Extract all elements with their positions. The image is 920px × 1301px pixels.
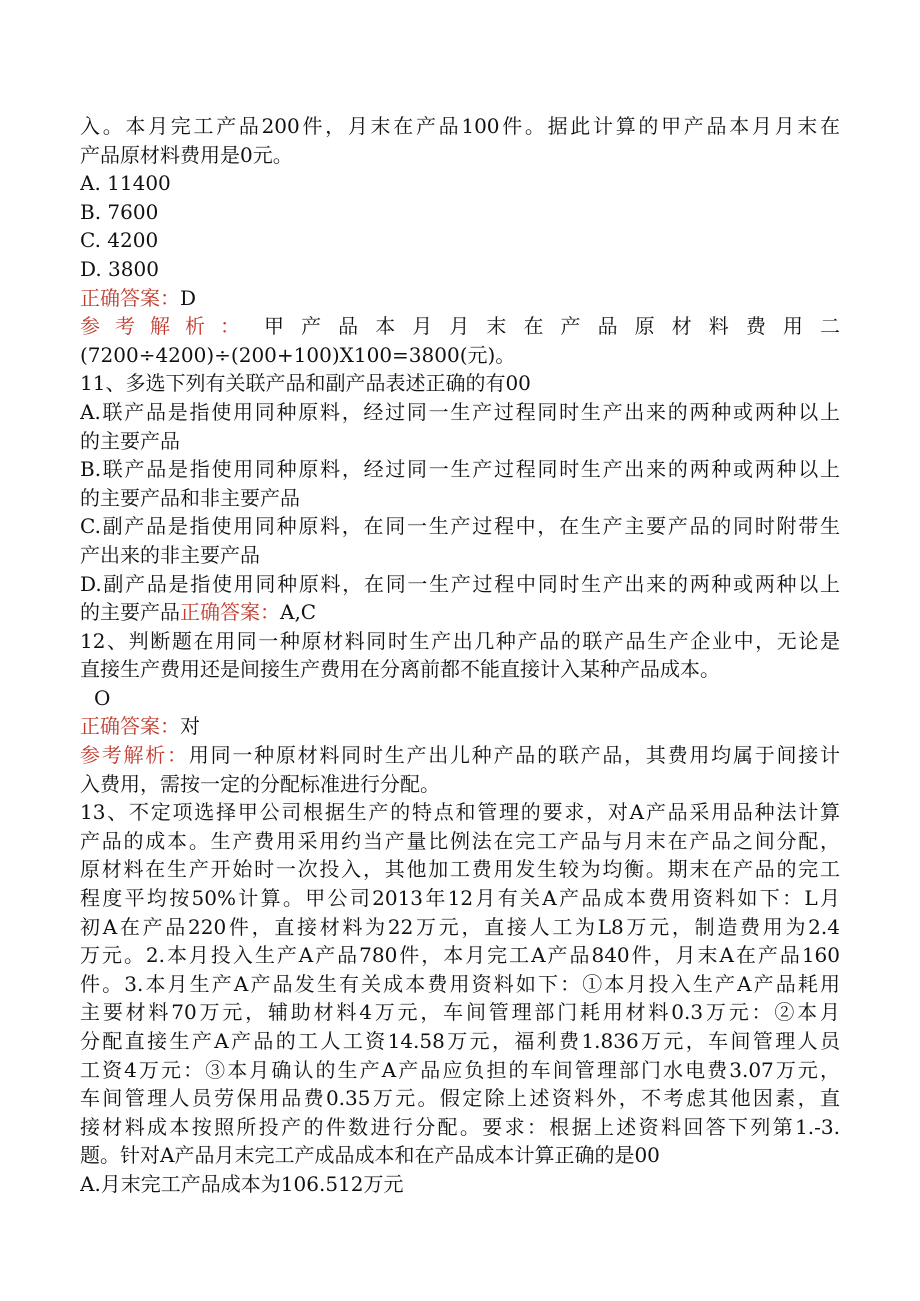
q10-analysis-label-char: 解 bbox=[150, 314, 170, 339]
q10-analysis-text-char: 产 bbox=[301, 314, 322, 339]
q12-analysis-text: 用同一种原材料同时生产出儿种产品的联产品，其费用均属于间接计 bbox=[188, 743, 840, 768]
q12-blank-mark: O bbox=[94, 685, 111, 710]
q10-analysis-text-char: 产 bbox=[560, 314, 581, 339]
q10-answer bbox=[80, 284, 840, 313]
q10-analysis-label-char: ： bbox=[220, 314, 240, 339]
q11-option-b-line-2: 的主要产品和非主要产品 bbox=[80, 485, 300, 510]
q10-option-d: D. 3800 bbox=[80, 256, 159, 281]
q10-analysis-text bbox=[264, 312, 840, 341]
q10-stem-line-1: 入。本月完工产品200件，月末在产品100件。据此计算的甲产品本月月末在 bbox=[80, 114, 840, 138]
q10-analysis-text-char: 本 bbox=[375, 314, 396, 339]
q13-line-14: A.月末完工产品成本为106.512万元 bbox=[80, 1171, 404, 1196]
q12-answer-value: 对 bbox=[180, 714, 200, 739]
q12-answer bbox=[80, 712, 840, 741]
q11-answer-label: 正确答案： bbox=[180, 600, 280, 625]
q10-analysis-text-char: 月 bbox=[449, 314, 470, 339]
q11-option-d-tail: 的主要产品 bbox=[80, 600, 180, 625]
q13-line-12: 接材料成本按照所投产的件数进行分配。要求：根据上述资料回答下列第1.-3. bbox=[80, 1114, 840, 1139]
q10-analysis-text-char: 料 bbox=[708, 314, 729, 339]
q11-option-b-line-1: B.联产品是指使用同种原料，经过同一生产过程同时生产出来的两种或两种以上 bbox=[80, 457, 840, 482]
q11-option-c-line-2: 产出来的非主要产品 bbox=[80, 542, 260, 567]
q13-line-9: 分配直接生产A产品的工人工资14.58万元，福利费1.836万元，车间管理人员 bbox=[80, 1029, 840, 1053]
q10-analysis-text-char: 用 bbox=[782, 314, 803, 339]
q10-answer-label: 正确答案： bbox=[80, 285, 180, 310]
q13-line-3: 原材料在生产开始时一次投入，其他加工费用发生较为均衡。期末在产品的完工 bbox=[80, 857, 840, 882]
q10-analysis-text-char: 品 bbox=[597, 314, 618, 339]
q11-option-d-line-1: D.副产品是指使用同种原料，在同一生产过程中同时生产出来的两种或两种以上 bbox=[80, 571, 840, 596]
q10-option-c: C. 4200 bbox=[80, 228, 159, 253]
q10-option-a: A. 11400 bbox=[80, 171, 171, 196]
q10-analysis-text-char: 品 bbox=[338, 314, 359, 339]
q11-option-a-line-2: 的主要产品 bbox=[80, 428, 180, 453]
q13-line-13: 题。针对A产品月末完工产成品成本和在产品成本计算正确的是00 bbox=[80, 1143, 660, 1168]
q13-line-11: 车间管理人员劳保用品费0.35万元。假定除上述资料外，不考虑其他因素，直 bbox=[80, 1086, 840, 1111]
q11-option-c-line-1: C.副产品是指使用同种原料，在同一生产过程中，在生产主要产品的同时附带生 bbox=[80, 514, 840, 539]
q10-analysis-label-char: 参 bbox=[80, 314, 100, 339]
q10-analysis-text-char: 在 bbox=[523, 314, 544, 339]
q12-blank bbox=[80, 684, 840, 713]
q11-option-d-line-2 bbox=[80, 598, 840, 627]
q11-option-a-line-1: A.联产品是指使用同种原料，经过同一生产过程同时生产出来的两种或两种以上 bbox=[80, 399, 840, 424]
q10-option-b: B. 7600 bbox=[80, 199, 159, 224]
q10-analysis-text-char: 月 bbox=[412, 314, 433, 339]
q11-stem: 11、多选下列有关联产品和副产品表述正确的有00 bbox=[80, 371, 531, 396]
q13-line-6: 万元。2.本月投入生产A产品780件，本月完工A产品840件，月末A在产品160 bbox=[80, 943, 840, 968]
q13-line-5: 初A在产品220件，直接材料为22万元，直接人工为L8万元，制造费用为2.4 bbox=[80, 914, 840, 939]
q10-analysis-text-char: 甲 bbox=[264, 314, 284, 339]
q13-line-1: 13、不定项选择甲公司根据生产的特点和管理的要求，对A产品采用品种法计算 bbox=[80, 800, 840, 825]
q10-analysis-text-char: 费 bbox=[745, 314, 766, 339]
q12-analysis-label: 参考解析： bbox=[80, 743, 189, 768]
q13-line-8: 主要材料70万元，辅助材料4万元，车间管理部门耗用材料0.3万元：②本月 bbox=[80, 1000, 840, 1025]
q12-answer-label: 正确答案： bbox=[80, 714, 180, 739]
q10-analysis-label bbox=[80, 312, 240, 341]
q13-line-4: 程度平均按50%计算。甲公司2013年12月有关A产品成本费用资料如下：L月 bbox=[80, 886, 840, 911]
q10-analysis-label-char: 析 bbox=[185, 314, 205, 339]
q13-line-10: 工资4万元：③本月确认的生产A产品应负担的车间管理部门水电费3.07万元， bbox=[80, 1057, 840, 1082]
q10-stem-line-2: 产品原材料费用是0元。 bbox=[80, 142, 293, 167]
q10-analysis-line-1 bbox=[80, 312, 840, 341]
q12-analysis-line-1 bbox=[80, 741, 840, 770]
q12-stem-line-2: 直接生产费用还是间接生产费用在分离前都不能直接计入某种产品成本。 bbox=[80, 657, 720, 682]
q10-analysis-label-char: 考 bbox=[115, 314, 135, 339]
q10-analysis-text-char: 原 bbox=[634, 314, 655, 339]
q13-line-2: 产品的成本。生产费用采用约当产量比例法在完工产品与月末在产品之间分配， bbox=[80, 828, 840, 853]
q10-analysis-text-char: 末 bbox=[486, 314, 507, 339]
q10-analysis-text-char: 二 bbox=[819, 314, 840, 339]
q13-line-7: 件。3.本月生产A产品发生有关成本费用资料如下：①本月投入生产A产品耗用 bbox=[80, 971, 840, 996]
q10-analysis-text-char: 材 bbox=[671, 314, 692, 339]
q12-analysis-line-2: 入费用，需按一定的分配标准进行分配。 bbox=[80, 771, 440, 796]
q11-answer-value: A,C bbox=[280, 600, 317, 625]
q10-analysis-line-2: (7200÷4200)÷(200+100)X100=3800(元)。 bbox=[80, 342, 516, 367]
q12-stem-line-1: 12、判断题在用同一种原材料同时生产出几种产品的联产品生产企业中，无论是 bbox=[80, 628, 840, 653]
q10-answer-value: D bbox=[180, 285, 197, 310]
